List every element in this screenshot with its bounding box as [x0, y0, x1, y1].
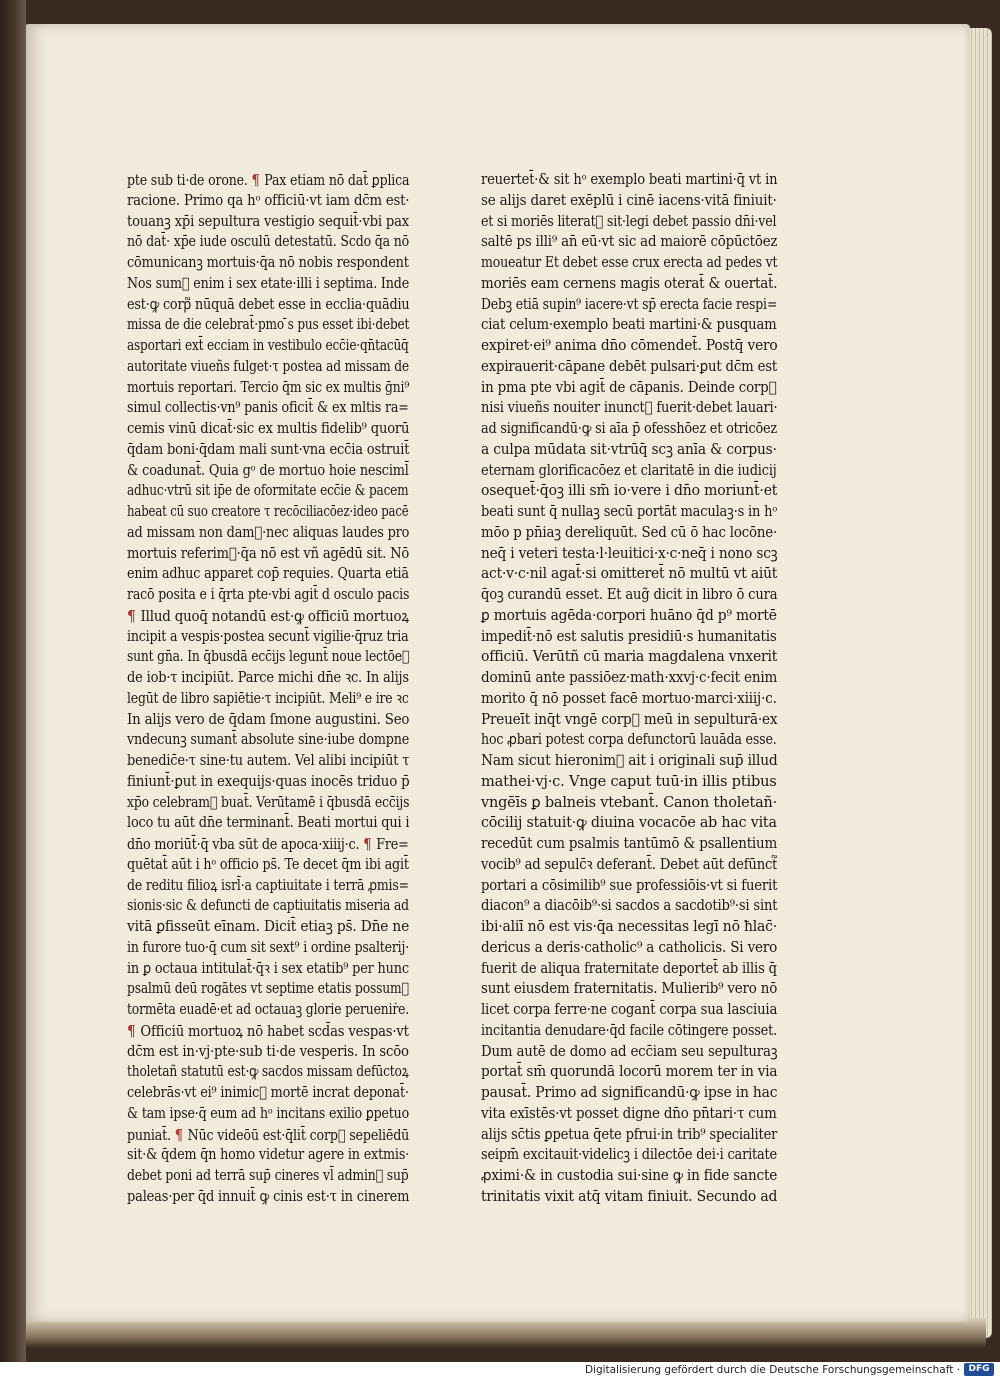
text-line: ad missam non dam᷑·nec aliquas laudes pro [127, 523, 410, 541]
text-line: officiū. Verūtñ cū maria magdalena vnxerit [481, 648, 778, 666]
text-line: nisi viueñs nouiter inunct᷑ fuerit·debet lauari· [481, 399, 778, 417]
text-line: osequet̄·q̄oꝫ illi sm̄ io·vere i dn̄o moriunt̄·et [481, 482, 778, 500]
text-line: pte sub ti·de orone. ¶ Pax etiam nō dat̄ ꝑplica [127, 171, 410, 189]
text-line: dominū ante passiōez·math·xxvj·c·fecit enim [481, 669, 778, 686]
text-line: expiret·ei⁹ anima dn̄o cōmendet̄. Postq̄ vero [481, 337, 778, 354]
text-line: incitantia denudare·q̄d facile cōtingere posset. [481, 1021, 778, 1039]
text-line: portat̄ sm̄ quorundā locorū morem ter in via [481, 1063, 778, 1081]
text-line: incipit a vespis·postea secunt̄ vigilie·q̄ruz tria [127, 627, 409, 645]
text-line: tormēta euadē·et ad octauaꝫ glorie perueniṙe. [127, 1001, 410, 1018]
text-line: cōmunicanꝫ mortuis·q̄a nō nobis respondent [127, 254, 409, 271]
text-line: q̄oꝫ curandū esset. Et aug̃ dicit in libro ō cura [481, 586, 778, 603]
text-line: Debꝫ etiā supin⁹ iacere·vt sp̄ erecta facie respi= [481, 295, 778, 313]
text-line: racione. Primo qa hᵒ officiū·vt iam dc̄m est· [127, 191, 410, 209]
text-line: moriēs eam cernens magis oterat̄ & ouertat̄. [481, 274, 778, 292]
text-line: dc̄m est in·vj·pte·sub ti·de vesperis. In scōo [127, 1042, 409, 1060]
text-line: celebrās·vt ei⁹ inimic᷑ mortē incrat deponat̄· [127, 1084, 409, 1101]
text-line: moueatur Et debet esse crux erecta ad pedes vt [481, 254, 778, 271]
text-line: act·v·c·nil agat̄·si omitteret̄ nō multū vt aiūt [481, 565, 778, 583]
dfg-logo: DFG [964, 1363, 994, 1376]
text-line: sionis·sic & defuncti de captiuitatis miseria ad [127, 897, 409, 915]
book-page [26, 24, 970, 1322]
text-line: de iob·τ incipiūt. Parce michi dn̄e ꝛc. In alijs [127, 669, 409, 686]
rubric-mark: ¶ [174, 1125, 183, 1144]
rubric-mark: ¶ [127, 1021, 136, 1040]
text-line: morito q̄ nō posset facē mortuo·marci·xiiij·c. [481, 689, 777, 707]
text-line: trinitatis vixit atq̄ vitam finiuit. Secundo ad [481, 1187, 778, 1205]
rubric-mark: ¶ [363, 835, 372, 853]
text-line: est·ꝙ corp᷑ nūquā debet esse in ecclia·quādiu [127, 295, 410, 313]
text-line: pausat̄. Primo ad significandū·ꝙ ipse in hac [481, 1084, 778, 1101]
text-line: In alijs vero de q̄dam ſmone augustini. Seo [127, 710, 410, 728]
text-line: mōo p pn̄iaꝫ dereliquūt. Sed cū ō hac locōne· [481, 523, 778, 541]
text-line: mortuis reportari. Tercio q̄m sic ex multis ḡni⁹ [127, 378, 410, 396]
text-line: beati sunt q̄ nullaꝫ secū portāt maculaꝫ·s in hᵒ [481, 503, 778, 520]
text-line: puniat̄. ¶ Nūc videōū est·q̄lit̄ corp᷑ sepeliēdū [127, 1125, 410, 1144]
text-line: in pma pte vbi agit̄ de cāpanis. Deinde corp᷑ [481, 378, 777, 396]
text-line: habeat cū suo creatore τ recōciliacōez·ideo pacē [127, 503, 409, 520]
text-line: fuerit de aliqua fraternitate deportet̄ ab illis q̄ [481, 959, 777, 977]
text-line: dericus a deris·catholic⁹ a catholicis. Si vero [481, 938, 778, 956]
text-line: quētat̄ aūt i hᵒ officio ps̄. Te decet q̄m ibi agit̄ [127, 855, 409, 873]
text-line: hoc ꝓbari potest corpa defunctorū lauāda esse. [481, 731, 777, 749]
text-line: recedūt cum psalmis tantūmō & psallentium [481, 835, 778, 852]
text-line: ad significandū·ꝙ si aīa p̄ ofesshōez et otricōez [481, 420, 777, 437]
text-line: vitā ꝑfisseūt eīnam. Dicit̄ etiaꝫ ps̄. Dn̄e ne [127, 918, 410, 935]
text-line: saltē ps illi⁹ an̄ eū·vt sic ad maiorē cōpūctōez [481, 233, 778, 251]
text-line: loco tu aūt dn̄e terminant̄. Beati mortui qui i [127, 814, 410, 832]
text-line: mathei·vj·c. Vnge caput tuū·in illis ptibus [481, 772, 777, 790]
text-line: xp̄o celebram᷑ buat̄. Verūtamē i q̄busdā ecc̄ijs [127, 793, 410, 811]
book-cover-edge [0, 0, 26, 1362]
text-line: Dum autē de domo ad ecc̄iam seu sepulturaꝫ [481, 1042, 778, 1060]
right-text-column [481, 170, 777, 1208]
text-line: ꝓximi·& in custodia sui·sine ꝙ in fide sancte [481, 1167, 778, 1184]
text-line: in ꝑ octaua intitulat̄·q̄ꝛ i sex etatib⁹ per hunc [127, 959, 409, 977]
text-line: de reditu filioꝝ isrl̄·a captiuitate i terrā ꝓmis= [127, 876, 409, 894]
text-line: & coadunat̄. Quia gᵒ de mortuo hoie nesciml̄ [127, 461, 409, 479]
page-bottom-edge [26, 1318, 986, 1348]
text-line: autoritate viueñs fulget·τ postea ad missam de [127, 357, 409, 375]
text-line: portari a cōsimilib⁹ sue professiōis·vt si fuerit [481, 876, 778, 894]
text-line: simul collectis·vn⁹ panis oficit̄ & ex mltis ra= [127, 399, 409, 417]
rubric-mark: ¶ [251, 171, 260, 189]
text-line: psalmū deū rogātes vt septime etatis possum᷑ [127, 980, 409, 998]
text-line: cemis vinū dicat̄·sic ex multis fidelib⁹ quorū [127, 420, 410, 437]
text-line: alijs sc̄tis ꝑpetua q̄ete pfrui·in trib⁹ specialiter [481, 1125, 778, 1143]
text-line: dn̄o moriūt̄·q̄ vba sūt de apoca·xiiij·c. ¶ Fre= [127, 835, 409, 853]
text-line: cōcilij statuit·ꝙ diuina vocacōe ab hac vita [481, 814, 777, 832]
text-line: debet poni ad terrā sup̄ cineres vl̄ admin᷑ sup̄ [127, 1167, 409, 1184]
text-line: vocib⁹ ad sepulc̄ꝛ deferant̄. Debet aūt defūnct᷑ [481, 855, 777, 873]
dfg-credit-text: Digitalisierung gefördert durch die Deutsche Forschungsgemeinschaft · [584, 1364, 960, 1376]
text-line: se alijs daret exēplū i cinē iacens·vitā finiuit· [481, 191, 777, 209]
text-line: touanꝫ xp̄i sepultura vestigio sequit̄·vbi pax [127, 212, 409, 230]
text-line: reuertet̄·& sit hᵒ exemplo beati martini·q̄ vt in [481, 171, 778, 188]
text-line: nō dat̄· xp̄e iude osculū detestatū. Scdo q̄a nō [127, 233, 410, 251]
text-line: eternam glorificacōez et claritatē in die iudicij [481, 461, 777, 479]
text-line: in furore tuo·q̄ cum sit sext⁹ i ordine psalterij· [127, 938, 410, 956]
left-text-column [127, 170, 409, 1208]
rubric-mark: ¶ [127, 606, 136, 625]
text-line: sunt gn̄a. In q̄busdā ecc̄ijs legunt̄ noue lectōe᷑ [127, 648, 410, 666]
text-line: racō posita e i q̄rta pte·vbi agit̄ d osculo pacis [127, 586, 410, 603]
text-line: expirauerit·cāpane debēt pulsari·ꝑut dc̄m est [481, 357, 778, 375]
text-line: licet corpa ferre·ne cogant̄ corpa sua lasciuia [481, 1001, 778, 1018]
text-line: & tam ipse·q̄ eum ad hᵒ incitans exilio ꝑpetuo [127, 1104, 409, 1122]
text-line: finiunt̄·ꝑut in exequijs·quas inocēs triduo p̄ [127, 772, 410, 790]
text-line: sit·& q̄dem q̄n homo videtur agere in extmis· [127, 1146, 410, 1164]
text-line: missa de die celebrat̄·pmo ̄s pus esset ibi·debet [127, 316, 410, 334]
text-line: legūt de libro sapiētie·τ incipiūt. Meli⁹ e ire ꝛc [127, 689, 409, 707]
text-line: asportari ext̄ ecciam in vestibulo ecc̄ie·qn̄tacūq̄ [127, 337, 409, 354]
text-line: sunt eiusdem fraternitatis. Mulierib⁹ vero nō [481, 980, 778, 998]
text-line: diacon⁹ a diacōib⁹·si sacdos a sacdotib⁹·si sint [481, 897, 778, 915]
text-line: ciat celum·exemplo beati martini·& pusquam [481, 316, 777, 334]
text-line: enim adhuc apparet cop̄ requies. Quarta etiā [127, 565, 409, 583]
text-line: q̄dam boni·q̄dam mali sunt·vna ecc̄ia ostruit̄ [127, 440, 410, 458]
text-line: Preueīt inq̄t vngē corp᷑ meū in sepulturā·ex [481, 710, 778, 728]
text-line: seipm̄ excitauit·videlicꝫ i dilectōe dei·i caritate [481, 1146, 778, 1164]
text-line: vita exīstēs·vt posset digne dn̄o pn̄tari·τ cum [481, 1104, 777, 1122]
text-line: neq̄ i veteri testa·l·leuitici·x·c·neq̄ i nono scꝫ [481, 544, 778, 562]
text-line: benedic̄e·τ sine·tu autem. Vel alibi incipiūt τ [127, 752, 410, 769]
text-line: vngēīs ꝑ balneis vtebant̄. Canon tholetañ· [481, 793, 778, 811]
text-line: Nam sicut hieronim᷑ ait i originali sup̄ illud [481, 752, 778, 769]
text-line: ¶ Illud quoq̄ notandū est·ꝙ officiū mortuoꝝ [127, 606, 409, 625]
text-line: ꝑ mortuis agēda·corpori huāno q̄d p⁹ mortē [481, 606, 777, 624]
text-line: ¶ Officiū mortuoꝝ nō habet scd̄as vespas·vt [127, 1021, 409, 1040]
text-line: ibi·aliī nō est vis·q̄a necessitas legī nō ħlac̄· [481, 918, 778, 935]
text-line: mortuis referim᷑·q̄a nō est vñ agēdū sit. Nō [127, 544, 410, 562]
text-line: adhuc·vtrū sit ip̄e de oformitate ecc̄ie & pacem [127, 482, 409, 500]
text-line: a culpa mūdata sit·vtrūq̄ scꝫ anīa & corpus· [481, 440, 777, 458]
text-line: Nos sum᷑ enim i sex etate·illi i septima. Inde [127, 274, 410, 292]
text-line: vndecunꝫ sumant̄ absolute sine·iube dompne [127, 731, 410, 749]
text-line: impedit̄·nō est salutis presidiū·s humanitatis [481, 627, 777, 645]
text-line: paleas·per q̄d innuit̄ ꝙ cinis est·τ in cinerem [127, 1187, 410, 1205]
text-line: tholetañ statutū est·ꝙ sacdos missam defūctoꝝ [127, 1063, 409, 1081]
text-line: et si moriēs literat᷑ sit·legi debet passio dn̄i·vel [481, 212, 777, 230]
